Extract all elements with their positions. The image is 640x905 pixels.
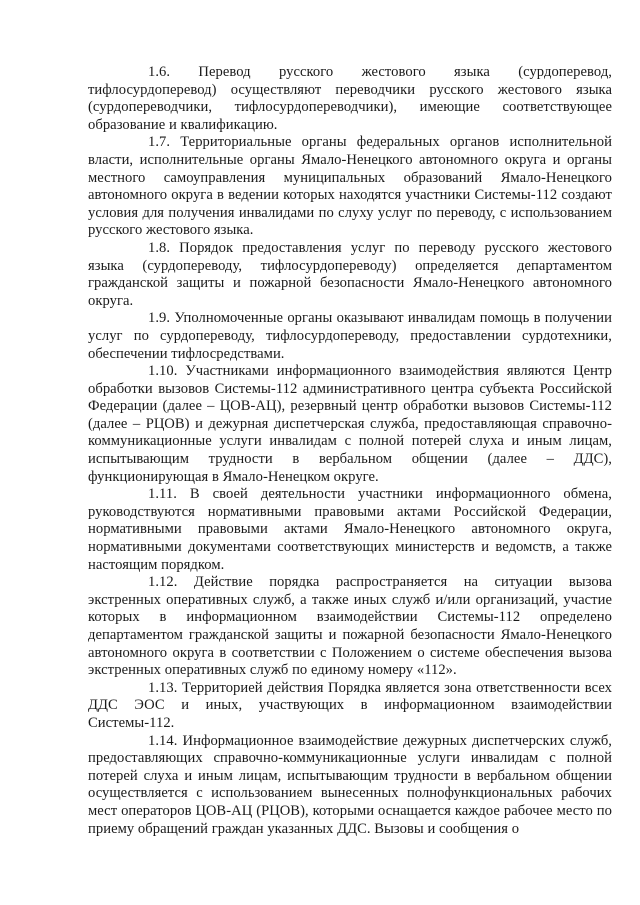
- paragraph-1-8: [88, 240, 612, 310]
- paragraph-1-13: [88, 680, 612, 733]
- paragraph-text: Уполномоченные органы оказывают инвалидам помощь в получении услуг по сурдопереводу, тифлосурдопереводу, предоставлении сурдотехники, обеспечении тифлосредствами.: [88, 310, 612, 362]
- paragraph-text: Перевод русского жестового языка (сурдоперевод, тифлосурдоперевод) осуществляют переводчики русского жестового языка (сурдопереводчики, тифлосурдопереводчики), имеющие соответствующее образование и квалификацию.: [88, 64, 612, 133]
- paragraph-text: Территориальные органы федеральных органов исполнительной власти, исполнительные органы Ямало-Ненецкого автономного округа и органы местного самоуправления муниципальных образований Ямало-Ненецкого автономного округа в ведении которых находятся участники Системы-112 создают условия для получения инвалидами по слуху услуг по переводу, с использованием русского жестового языка.: [88, 134, 612, 239]
- paragraph-text: Информационное взаимодействие дежурных диспетчерских служб, предоставляющих справочно-коммуникационные услуги инвалидам с полной потерей слуха и иным лицам, испытывающим трудности в вербальном общении осуществляется с использованием вынесенных полнофункциональных рабочих мест операторов ЦОВ-АЦ (РЦОВ), которыми оснащается каждое рабочее место по приему обращений граждан указанных ДДС. Вызовы и сообщения о: [88, 732, 613, 837]
- paragraph-number: 1.10.: [148, 363, 178, 380]
- paragraph-1-14: [88, 733, 612, 839]
- paragraph-number: 1.12.: [148, 574, 178, 591]
- paragraph-1-9: [88, 310, 612, 363]
- paragraph-number: 1.11.: [148, 486, 177, 503]
- paragraph-1-10: [88, 363, 612, 486]
- paragraph-1-12: [88, 574, 612, 680]
- paragraph-text: Действие порядка распространяется на ситуации вызова экстренных оперативных служб, а также иных служб и/или организаций, участие которых в информационном взаимодействии Системы-112 определено департаментом гражданской защиты и пожарной безопасности Ямало-Ненецкого автономного округа в соответствии с Положением о системе обеспечения вызова экстренных оперативных служб по единому номеру «112».: [88, 574, 613, 679]
- paragraph-1-6: [88, 64, 612, 134]
- paragraph-1-11: [88, 486, 612, 574]
- paragraph-text: Участниками информационного взаимодействия являются Центр обработки вызовов Системы-112 административного центра субъекта Российской Федерации (далее – ЦОВ-АЦ), резервный центр обработки вызовов Системы-112 (далее – РЦОВ) и дежурная диспетчерская служба, предоставляющая справочно-коммуникационные услуги инвалидам с полной потерей слуха и иным лицам, испытывающим трудности в вербальном общении (далее – ДДС), функционирующая в Ямало-Ненецком округе.: [88, 363, 612, 485]
- paragraph-text: Порядок предоставления услуг по переводу русского жестового языка (сурдопереводу, тифлосурдопереводу) определяется департаментом гражданской защиты и пожарной безопасности Ямало-Ненецкого автономного округа.: [88, 239, 612, 309]
- paragraph-1-7: [88, 134, 612, 240]
- paragraph-text: Территорией действия Порядка является зона ответственности всех ДДС ЭОС и иных, участвующих в информационном взаимодействии Системы-112.: [88, 679, 613, 731]
- paragraph-number: 1.6.: [148, 64, 171, 80]
- paragraph-text: В своей деятельности участники информационного обмена, руководствуются нормативными правовыми актами Российской Федерации, нормативными правовыми актами Ямало-Ненецкого автономного округа, нормативными документами соответствующих министерств и ведомств, а также настоящим порядком.: [88, 486, 612, 573]
- paragraph-number: 1.7.: [148, 134, 171, 151]
- paragraph-number: 1.14.: [148, 732, 178, 749]
- paragraph-number: 1.9.: [148, 310, 171, 327]
- paragraph-number: 1.8.: [148, 239, 171, 256]
- document-page: [88, 64, 612, 838]
- paragraph-number: 1.13.: [148, 679, 178, 696]
